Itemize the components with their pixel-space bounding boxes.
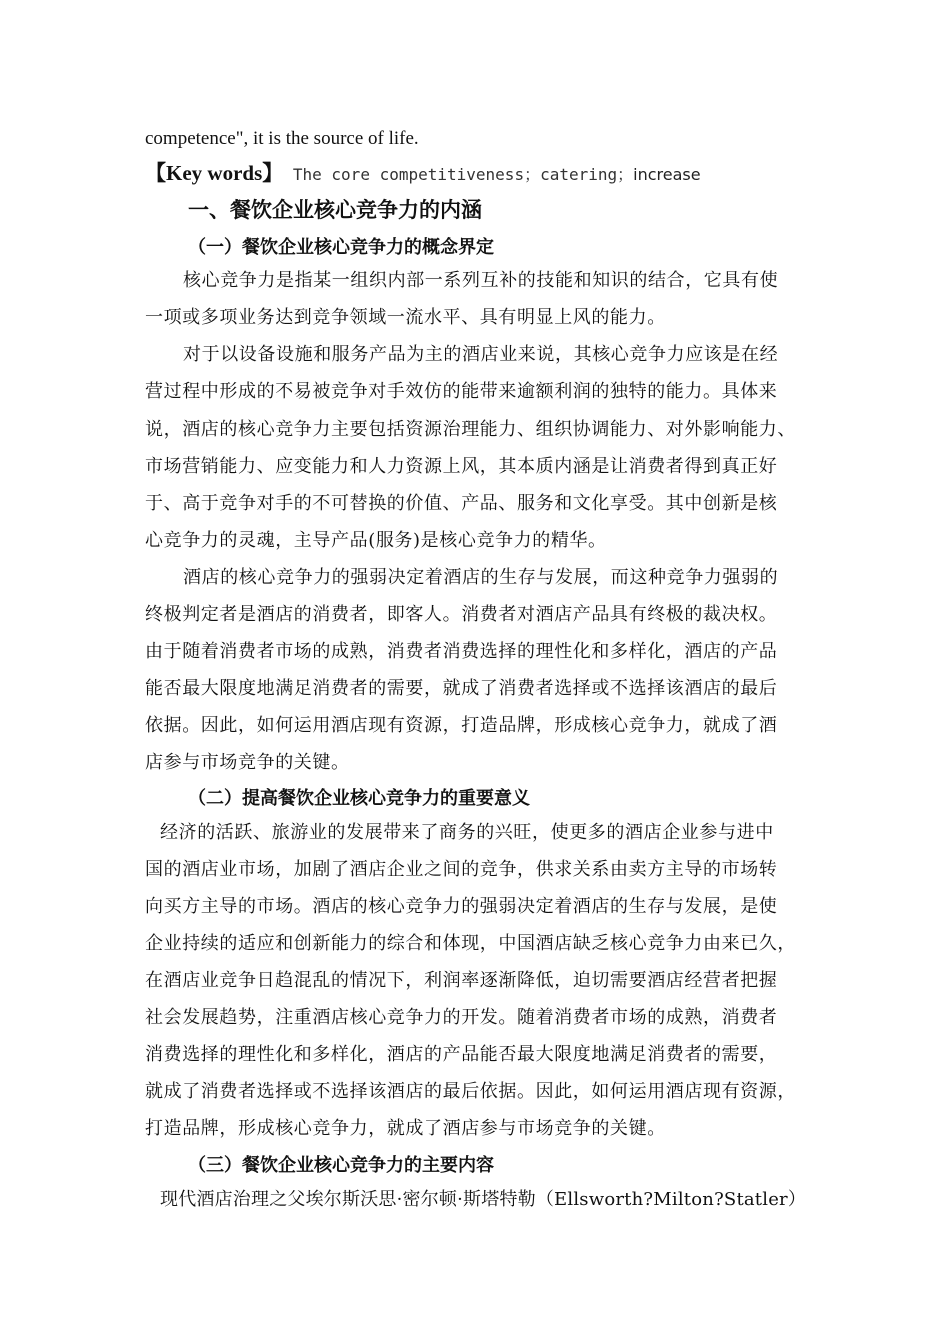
paragraph-line: 心竞争力的灵魂，主导产品(服务)是核心竞争力的精华。 [145,530,607,551]
keywords-label: 【Key words】 [145,161,284,185]
paragraph-line: 现代酒店治理之父埃尔斯沃思·密尔顿·斯塔特勒（Ellsworth?Milton?Statler） [160,1189,807,1210]
paragraph-line: 在酒店业竞争日趋混乱的情况下，利润率逐渐降低，迫切需要酒店经营者把握 [145,970,778,991]
subsection-heading-1: （一）餐饮企业核心竞争力的概念界定 [188,237,494,258]
paragraph-line: 打造品牌，形成核心竞争力，就成了酒店参与市场竞争的关键。 [145,1118,666,1139]
paragraph-line: 对于以设备设施和服务产品为主的酒店业来说，其核心竞争力应该是在经 [183,344,779,365]
paragraph-line: 说，酒店的核心竞争力主要包括资源治理能力、组织协调能力、对外影响能力、 [145,419,796,440]
paragraph-line: 经济的活跃、旅游业的发展带来了商务的兴旺，使更多的酒店企业参与进中 [160,822,774,843]
paragraph-line: 社会发展趋势，注重酒店核心竞争力的开发。随着消费者市场的成熟，消费者 [145,1007,778,1028]
paragraph-line: 一项或多项业务达到竞争领域一流水平、具有明显上风的能力。 [145,307,666,328]
paragraph-line: 向买方主导的市场。酒店的核心竞争力的强弱决定着酒店的生存与发展，是使 [145,896,778,917]
keywords-line [145,161,701,187]
paragraph-line: 终极判定者是酒店的消费者，即客人。消费者对酒店产品具有终极的裁决权。 [145,604,778,625]
paragraph-line: 核心竞争力是指某一组织内部一系列互补的技能和知识的结合，它具有使 [183,270,779,291]
keywords-last: increase [633,165,701,184]
paragraph-line: 由于随着消费者市场的成熟，消费者消费选择的理性化和多样化，酒店的产品 [145,641,778,662]
paragraph-line: 国的酒店业市场，加剧了酒店企业之间的竞争，供求关系由卖方主导的市场转 [145,859,778,880]
paragraph-line: 企业持续的适应和创新能力的综合和体现，中国酒店缺乏核心竞争力由来已久， [145,933,796,954]
paragraph-line: 就成了消费者选择或不选择该酒店的最后依据。因此，如何运用酒店现有资源， [145,1081,796,1102]
paragraph-line: 于、高于竞争对手的不可替换的价值、产品、服务和文化享受。其中创新是核 [145,493,778,514]
subsection-heading-2: （二）提高餐饮企业核心竞争力的重要意义 [188,788,530,809]
abstract-closing-line: competence", it is the source of life. [145,128,419,149]
keywords-text: The core competitiveness；catering； [283,165,634,184]
paragraph-line: 营过程中形成的不易被竞争对手效仿的能带来逾额利润的独特的能力。具体来 [145,381,778,402]
paragraph-line: 依据。因此，如何运用酒店现有资源，打造品牌，形成核心竞争力，就成了酒 [145,715,778,736]
subsection-heading-3: （三）餐饮企业核心竞争力的主要内容 [188,1155,494,1176]
section-heading: 一、餐饮企业核心竞争力的内涵 [188,198,482,222]
paragraph-line: 消费选择的理性化和多样化，酒店的产品能否最大限度地满足消费者的需要， [145,1044,778,1065]
paragraph-line: 能否最大限度地满足消费者的需要，就成了消费者选择或不选择该酒店的最后 [145,678,778,699]
paragraph-line: 酒店的核心竞争力的强弱决定着酒店的生存与发展，而这种竞争力强弱的 [183,567,779,588]
paragraph-line: 店参与市场竞争的关键。 [145,752,350,773]
paragraph-line: 市场营销能力、应变能力和人力资源上风，其本质内涵是让消费者得到真正好 [145,456,778,477]
